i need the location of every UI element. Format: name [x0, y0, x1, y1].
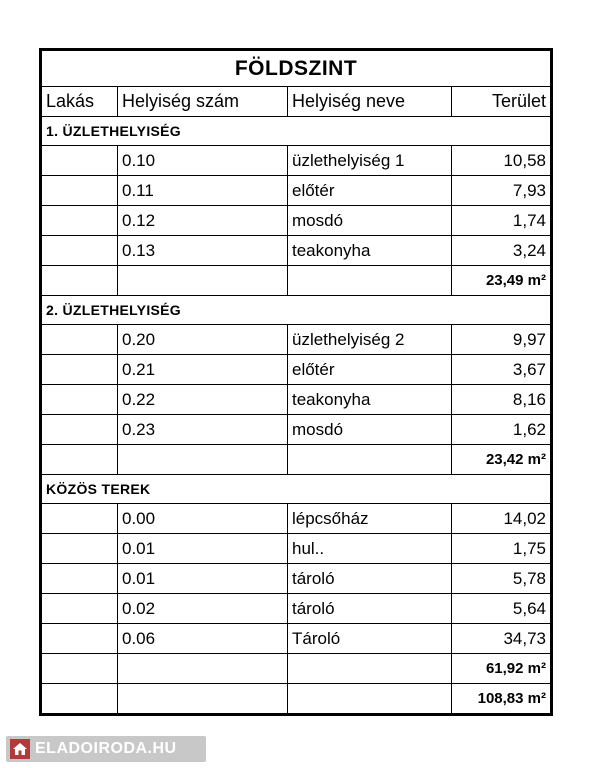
room-number: 0.02 — [118, 594, 288, 624]
room-number: 0.12 — [118, 206, 288, 236]
empty-cell — [288, 684, 452, 714]
room-area: 9,97 — [452, 325, 551, 355]
section-total: 61,92 m² — [452, 654, 551, 684]
section-row — [42, 117, 551, 146]
subtotal-row — [42, 266, 551, 296]
room-area: 3,67 — [452, 355, 551, 385]
watermark-text: ELADOIRODA.HU — [35, 740, 177, 757]
house-icon — [9, 738, 31, 760]
room-name: hul.. — [288, 534, 452, 564]
subtotal-row — [42, 654, 551, 684]
room-area: 34,73 — [452, 624, 551, 654]
empty-cell — [118, 684, 288, 714]
table-row — [42, 206, 551, 236]
room-name: tároló — [288, 594, 452, 624]
table-title: FÖLDSZINT — [42, 51, 551, 87]
lakas-cell — [42, 146, 118, 176]
room-name: tároló — [288, 564, 452, 594]
empty-cell — [288, 654, 452, 684]
lakas-cell — [42, 594, 118, 624]
empty-cell — [42, 654, 118, 684]
room-area: 1,75 — [452, 534, 551, 564]
section-title: KÖZÖS TEREK — [42, 475, 551, 504]
table-row — [42, 415, 551, 445]
title-row — [42, 51, 551, 87]
section-row — [42, 296, 551, 325]
area-table — [41, 50, 551, 714]
room-name: üzlethelyiség 2 — [288, 325, 452, 355]
table-row — [42, 534, 551, 564]
lakas-cell — [42, 534, 118, 564]
table-row — [42, 594, 551, 624]
room-area: 10,58 — [452, 146, 551, 176]
section-total: 23,42 m² — [452, 445, 551, 475]
room-name: üzlethelyiség 1 — [288, 146, 452, 176]
empty-cell — [118, 445, 288, 475]
lakas-cell — [42, 564, 118, 594]
lakas-cell — [42, 415, 118, 445]
grand-total: 108,83 m² — [452, 684, 551, 714]
empty-cell — [288, 445, 452, 475]
room-name: teakonyha — [288, 236, 452, 266]
room-area: 5,64 — [452, 594, 551, 624]
table-row — [42, 624, 551, 654]
lakas-cell — [42, 236, 118, 266]
header-row — [42, 87, 551, 117]
room-area: 3,24 — [452, 236, 551, 266]
empty-cell — [288, 266, 452, 296]
room-number: 0.10 — [118, 146, 288, 176]
room-name: Tároló — [288, 624, 452, 654]
empty-cell — [42, 684, 118, 714]
grand-total-row — [42, 684, 551, 714]
room-number: 0.21 — [118, 355, 288, 385]
lakas-cell — [42, 504, 118, 534]
section-row — [42, 475, 551, 504]
room-name: előtér — [288, 176, 452, 206]
room-number: 0.01 — [118, 564, 288, 594]
room-name: lépcsőház — [288, 504, 452, 534]
room-number: 0.11 — [118, 176, 288, 206]
empty-cell — [118, 654, 288, 684]
table-row — [42, 146, 551, 176]
room-number: 0.06 — [118, 624, 288, 654]
empty-cell — [118, 266, 288, 296]
watermark-logo — [6, 736, 206, 762]
section-title: 1. ÜZLETHELYISÉG — [42, 117, 551, 146]
section-total: 23,49 m² — [452, 266, 551, 296]
room-area: 7,93 — [452, 176, 551, 206]
empty-cell — [42, 266, 118, 296]
table-row — [42, 385, 551, 415]
room-name: mosdó — [288, 206, 452, 236]
empty-cell — [42, 445, 118, 475]
header-lakas: Lakás — [42, 87, 118, 117]
room-name: mosdó — [288, 415, 452, 445]
room-area: 5,78 — [452, 564, 551, 594]
floor-area-sheet — [39, 48, 553, 716]
table-row — [42, 236, 551, 266]
room-number: 0.00 — [118, 504, 288, 534]
table-row — [42, 564, 551, 594]
room-name: teakonyha — [288, 385, 452, 415]
room-number: 0.23 — [118, 415, 288, 445]
header-helyiseg-szam: Helyiség szám — [118, 87, 288, 117]
table-row — [42, 504, 551, 534]
lakas-cell — [42, 325, 118, 355]
room-number: 0.22 — [118, 385, 288, 415]
room-area: 14,02 — [452, 504, 551, 534]
header-terulet: Terület — [452, 87, 551, 117]
room-number: 0.01 — [118, 534, 288, 564]
lakas-cell — [42, 385, 118, 415]
room-number: 0.20 — [118, 325, 288, 355]
room-area: 8,16 — [452, 385, 551, 415]
table-row — [42, 355, 551, 385]
lakas-cell — [42, 206, 118, 236]
lakas-cell — [42, 176, 118, 206]
room-name: előtér — [288, 355, 452, 385]
lakas-cell — [42, 355, 118, 385]
room-area: 1,74 — [452, 206, 551, 236]
header-helyiseg-neve: Helyiség neve — [288, 87, 452, 117]
subtotal-row — [42, 445, 551, 475]
room-number: 0.13 — [118, 236, 288, 266]
section-title: 2. ÜZLETHELYISÉG — [42, 296, 551, 325]
room-area: 1,62 — [452, 415, 551, 445]
table-row — [42, 325, 551, 355]
table-row — [42, 176, 551, 206]
lakas-cell — [42, 624, 118, 654]
